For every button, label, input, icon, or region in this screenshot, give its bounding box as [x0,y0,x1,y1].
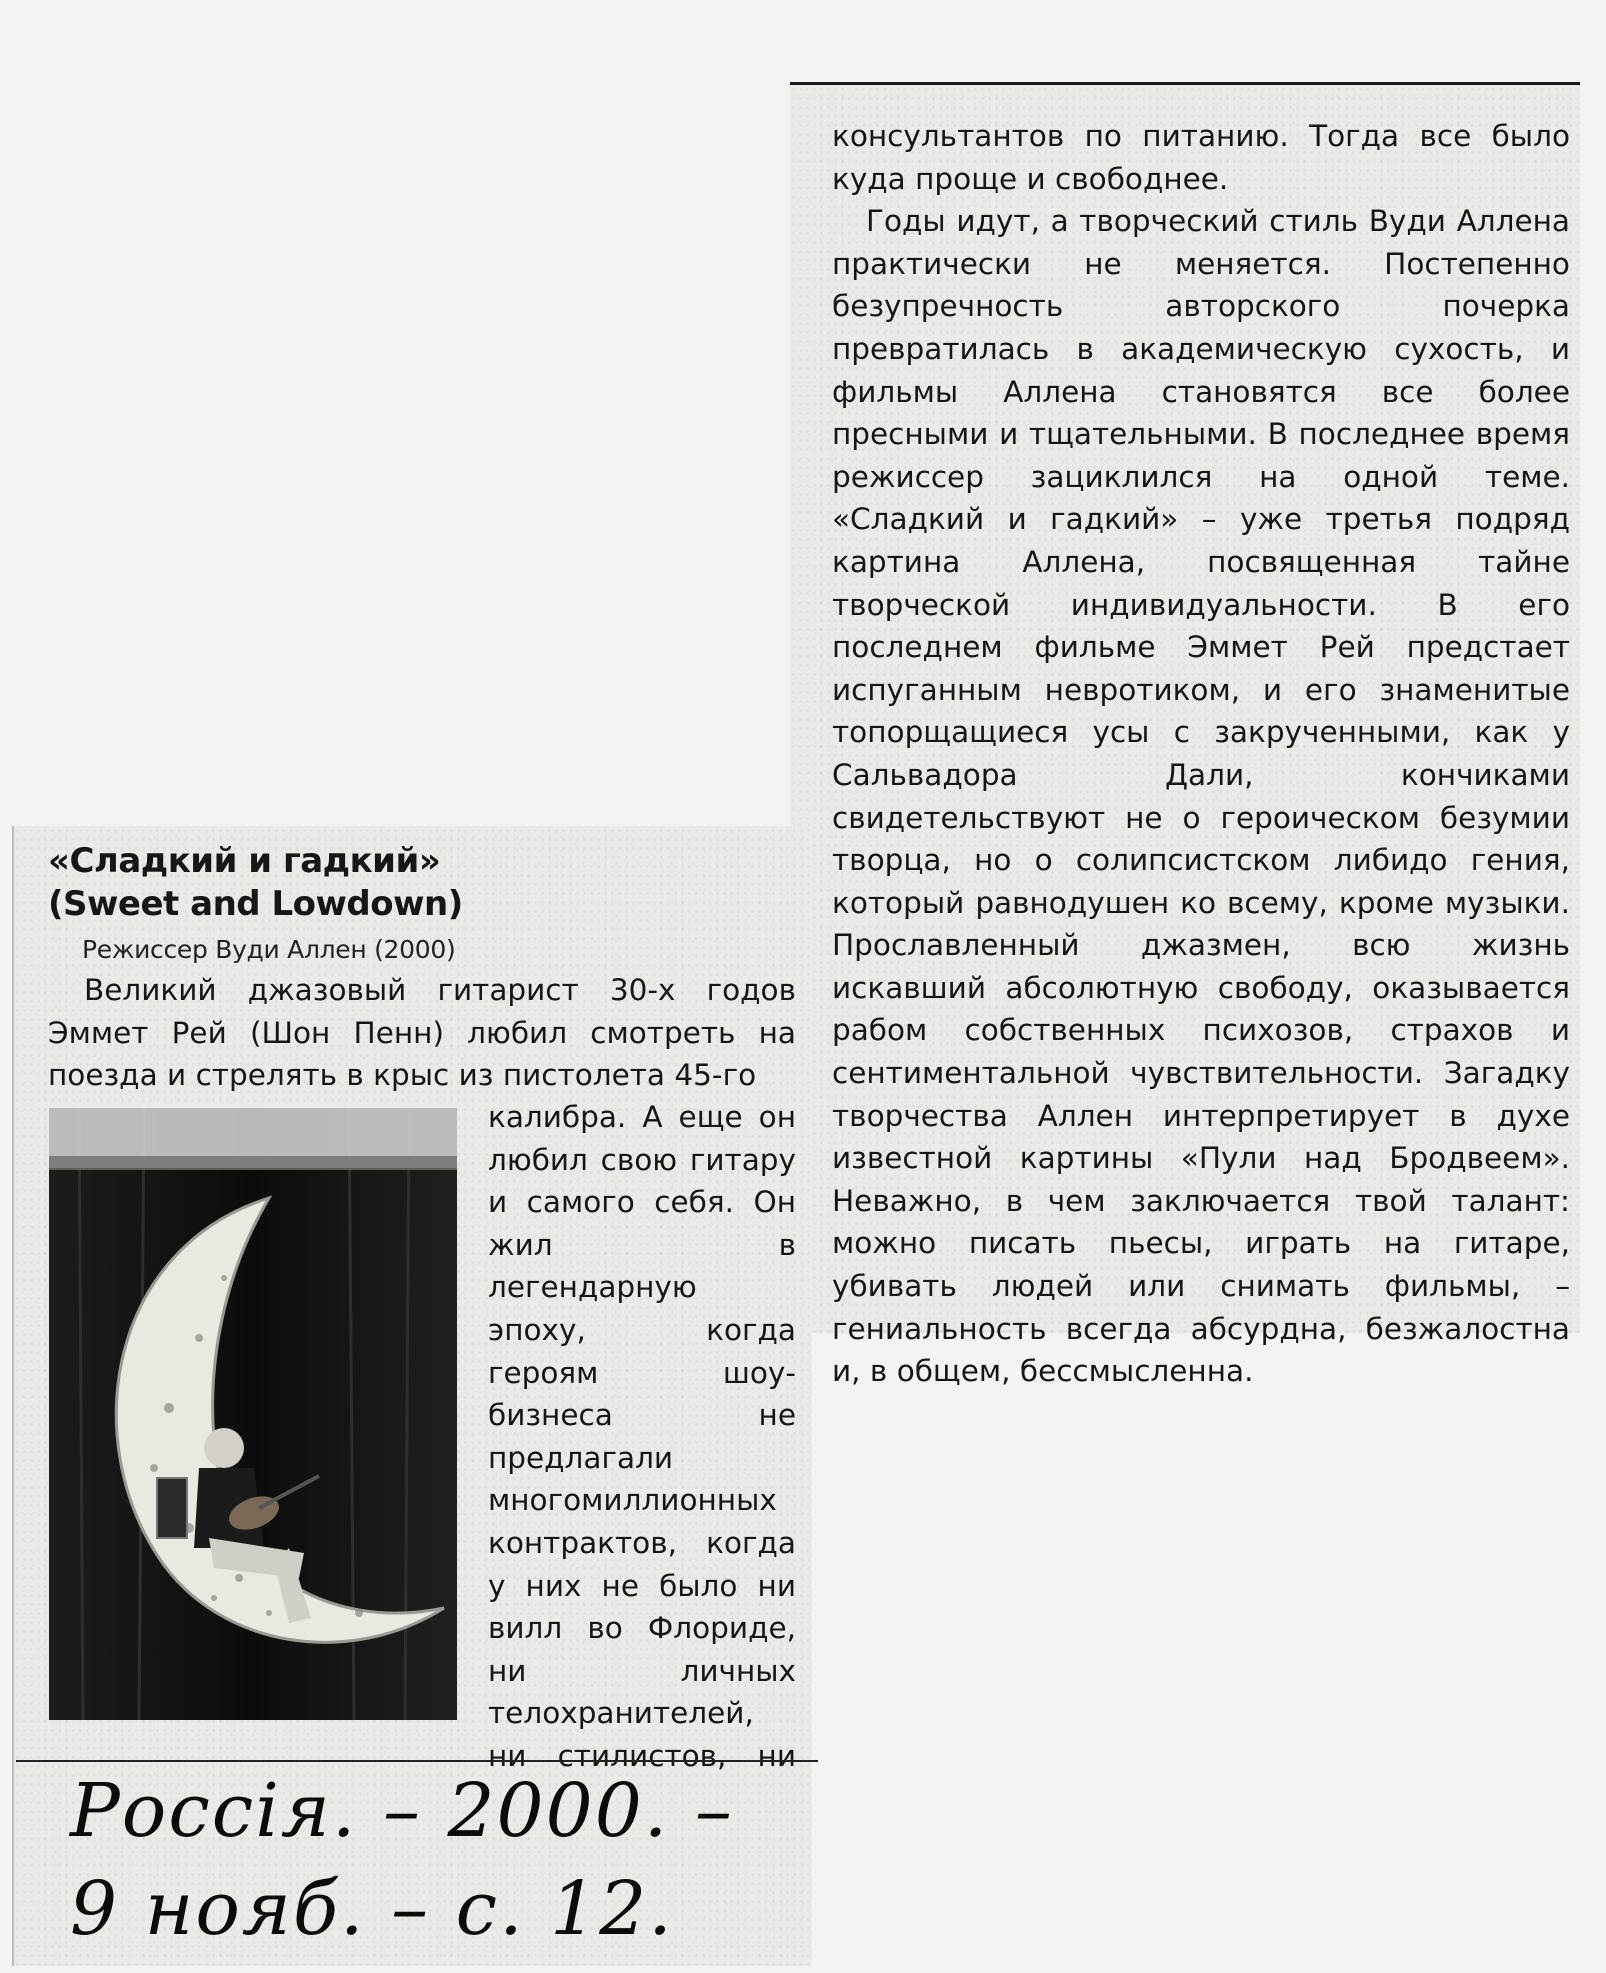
article-lead-paragraph: Великий джазовый гитарист 30-х годов Эммет Рей (Шон Пенн) любил смотреть на поезда и стрелять в крыс из пистолета 45-го [48,973,796,1093]
crescent-moon-guitarist-photo-icon [49,1108,457,1720]
handwritten-source-note [70,1762,770,1958]
film-credits: Режиссер Вуди Аллен (2000) [82,935,456,964]
title-russian: «Сладкий и гадкий» [48,841,441,881]
source-date-page: 9 нояб. – с. 12. [70,1866,674,1952]
article-narrow-column: калибра. А еще он любил свою гитару и самого себя. Он жил в легендарную эпоху, когда героям шоу-бизнеса не предлагали многомиллионных контрактов, когда у них не было ни вилл во Флориде, ни личных телохранителей, ни стилистов, ни [488,1100,796,1773]
article-title [48,840,788,926]
title-english: (Sweet and Lowdown) [48,884,463,924]
article-right-column [832,115,1570,1393]
paragraph-consultants: консультантов по питанию. Тогда все было куда проще и свободнее. [832,119,1570,196]
film-still-photo [49,1108,457,1720]
source-publication-year: Россія. – 2000. – [70,1768,734,1854]
paragraph-main-review: Годы идут, а творческий стиль Вуди Аллена практически не меняется. Постепенно безупречность авторского почерка превратилась в академическую сухость, и фильмы Аллена становятся все более пресными и тщательными. В последнее время режиссер зациклился на одной теме. «Сладкий и гадкий» – уже третья подряд картина Аллена, посвященная тайне творческой индивидуальности. В его последнем фильме Эммет Рей предстает испуганным невротиком, и его знаменитые топорщащиеся усы с закрученными, как у Сальвадора Дали, кончиками свидетельствуют не о героическом безумии творца, но о солипсистском либидо гения, который равнодушен ко всему, кроме музыки. Прославленный джазмен, всю жизнь искавший абсолютную свободу, оказывается рабом собственных психозов, страхов и сентиментальной чувствительности. Загадку творчества Аллен интерпретирует в духе известной картины «Пули над Бродвеем». Неважно, в чем заключается твой талант: можно писать пьесы, играть на гитаре, убивать людей или снимать фильмы, – гениальность всегда абсурдна, безжалостна и, в общем, бессмысленна. [832,204,1570,1389]
article-continuation-clipping [790,82,1580,1389]
